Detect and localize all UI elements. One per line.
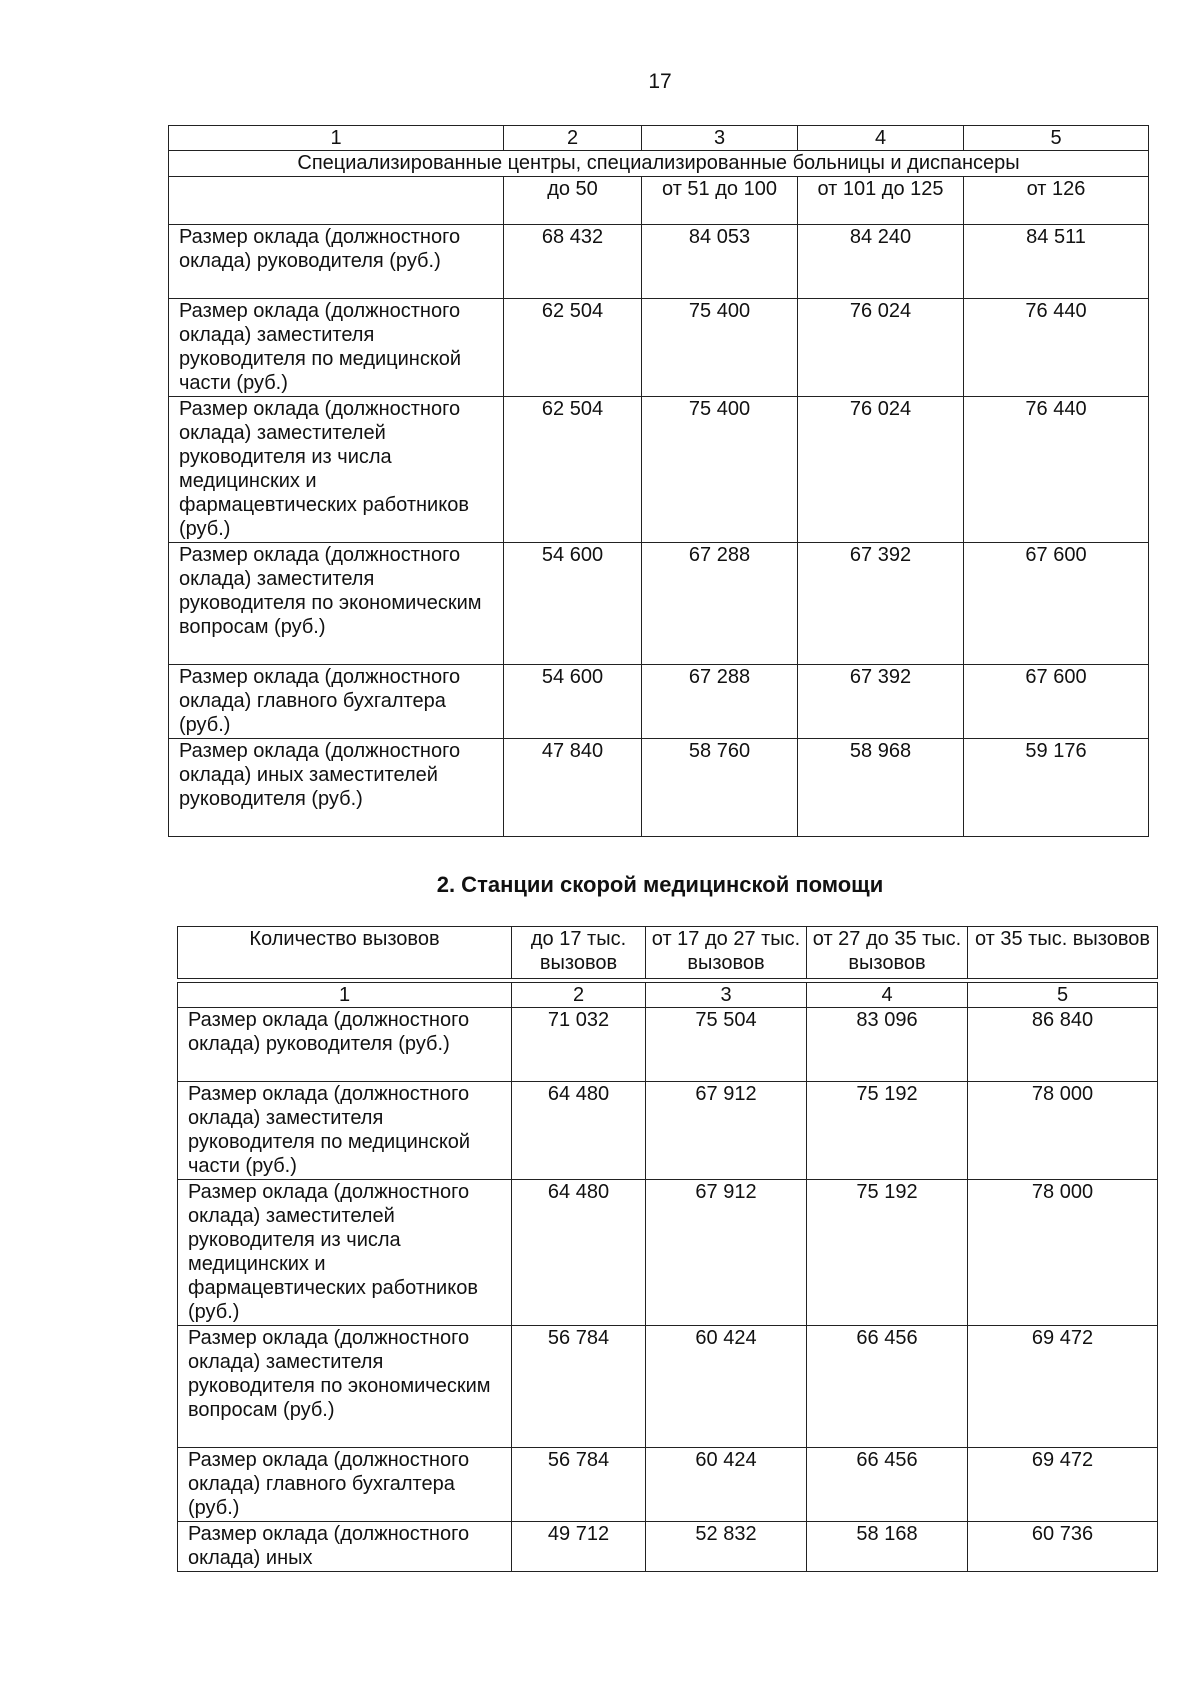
table-row [169, 739, 1149, 837]
row-label: Размер оклада (должностного оклада) иных заместителей руководителя (руб.) [169, 739, 504, 837]
range-header: от 51 до 100 [642, 177, 798, 225]
salary-value: 84 240 [798, 225, 964, 299]
salary-value: 76 024 [798, 299, 964, 397]
column-number: 1 [169, 126, 504, 151]
row-label: Размер оклада (должностного оклада) заместителя руководителя по медицинской части (руб.) [178, 1082, 512, 1180]
salary-value: 84 511 [964, 225, 1149, 299]
salary-value: 60 736 [968, 1522, 1158, 1572]
column-number: 2 [504, 126, 642, 151]
header-calls-range: от 17 до 27 тыс. вызовов [646, 927, 807, 979]
salary-value: 71 032 [512, 1008, 646, 1082]
row-label: Размер оклада (должностного оклада) главного бухгалтера (руб.) [169, 665, 504, 739]
range-header-row [169, 177, 1149, 225]
salary-value: 78 000 [968, 1180, 1158, 1326]
row-label: Размер оклада (должностного оклада) руководителя (руб.) [178, 1008, 512, 1082]
table-row [169, 397, 1149, 543]
header-calls-range: до 17 тыс. вызовов [512, 927, 646, 979]
row-label: Размер оклада (должностного оклада) заместителей руководителя из числа медицинских и фармацевтических работников (руб.) [178, 1180, 512, 1326]
salary-value: 67 288 [642, 665, 798, 739]
range-header: до 50 [504, 177, 642, 225]
table-row [178, 1522, 1158, 1572]
column-number: 4 [798, 126, 964, 151]
table-row [178, 1326, 1158, 1448]
salary-value: 59 176 [964, 739, 1149, 837]
salary-value: 75 400 [642, 299, 798, 397]
table-ambulance-header [177, 926, 1158, 979]
salary-value: 56 784 [512, 1448, 646, 1522]
row-label: Размер оклада (должностного оклада) главного бухгалтера (руб.) [178, 1448, 512, 1522]
table-ambulance-stations [177, 982, 1158, 1572]
salary-value: 56 784 [512, 1326, 646, 1448]
salary-value: 58 760 [642, 739, 798, 837]
header-calls-count: Количество вызовов [178, 927, 512, 979]
section-title: 2. Станции скорой медицинской помощи [436, 872, 884, 897]
salary-value: 69 472 [968, 1326, 1158, 1448]
row-label: Размер оклада (должностного оклада) заместителей руководителя из числа медицинских и фармацевтических работников (руб.) [169, 397, 504, 543]
salary-value: 83 096 [807, 1008, 968, 1082]
salary-value: 67 392 [798, 665, 964, 739]
table-row [178, 1082, 1158, 1180]
table-row [178, 1008, 1158, 1082]
salary-value: 49 712 [512, 1522, 646, 1572]
column-number: 4 [807, 983, 968, 1008]
group-title-row [169, 151, 1149, 177]
salary-value: 66 456 [807, 1448, 968, 1522]
salary-value: 58 168 [807, 1522, 968, 1572]
salary-value: 67 600 [964, 665, 1149, 739]
salary-value: 75 192 [807, 1180, 968, 1326]
table-row [169, 225, 1149, 299]
column-number: 3 [642, 126, 798, 151]
column-number: 2 [512, 983, 646, 1008]
salary-value: 86 840 [968, 1008, 1158, 1082]
table-row [169, 299, 1149, 397]
salary-value: 54 600 [504, 543, 642, 665]
salary-value: 60 424 [646, 1326, 807, 1448]
table-row [169, 543, 1149, 665]
row-label: Размер оклада (должностного оклада) заместителя руководителя по медицинской части (руб.) [169, 299, 504, 397]
column-number: 5 [964, 126, 1149, 151]
salary-value: 68 432 [504, 225, 642, 299]
salary-value: 67 912 [646, 1082, 807, 1180]
calls-header-row [178, 927, 1158, 979]
row-label: Размер оклада (должностного оклада) руководителя (руб.) [169, 225, 504, 299]
range-header [169, 177, 504, 225]
column-number-row [169, 126, 1149, 151]
salary-value: 64 480 [512, 1082, 646, 1180]
salary-value: 76 440 [964, 397, 1149, 543]
salary-value: 67 600 [964, 543, 1149, 665]
table-row [169, 665, 1149, 739]
range-header: от 126 [964, 177, 1149, 225]
salary-value: 52 832 [646, 1522, 807, 1572]
page-number: 17 [648, 70, 672, 93]
salary-value: 75 504 [646, 1008, 807, 1082]
column-number: 5 [968, 983, 1158, 1008]
column-number: 3 [646, 983, 807, 1008]
salary-value: 76 440 [964, 299, 1149, 397]
salary-value: 75 400 [642, 397, 798, 543]
salary-value: 78 000 [968, 1082, 1158, 1180]
table-row [178, 1180, 1158, 1326]
salary-value: 58 968 [798, 739, 964, 837]
row-label: Размер оклада (должностного оклада) заместителя руководителя по экономическим вопросам (руб.) [169, 543, 504, 665]
salary-value: 76 024 [798, 397, 964, 543]
salary-value: 60 424 [646, 1448, 807, 1522]
row-label: Размер оклада (должностного оклада) иных [178, 1522, 512, 1572]
salary-value: 84 053 [642, 225, 798, 299]
column-number-row [178, 983, 1158, 1008]
salary-value: 62 504 [504, 397, 642, 543]
header-calls-range: от 35 тыс. вызовов [968, 927, 1158, 979]
salary-value: 69 472 [968, 1448, 1158, 1522]
header-calls-range: от 27 до 35 тыс. вызовов [807, 927, 968, 979]
salary-value: 67 912 [646, 1180, 807, 1326]
salary-value: 64 480 [512, 1180, 646, 1326]
table-row [178, 1448, 1158, 1522]
salary-value: 47 840 [504, 739, 642, 837]
column-number: 1 [178, 983, 512, 1008]
salary-value: 54 600 [504, 665, 642, 739]
salary-value: 67 392 [798, 543, 964, 665]
salary-value: 62 504 [504, 299, 642, 397]
group-title: Специализированные центры, специализированные больницы и диспансеры [169, 151, 1149, 177]
salary-value: 66 456 [807, 1326, 968, 1448]
salary-value: 67 288 [642, 543, 798, 665]
row-label: Размер оклада (должностного оклада) заместителя руководителя по экономическим вопросам (руб.) [178, 1326, 512, 1448]
salary-value: 75 192 [807, 1082, 968, 1180]
range-header: от 101 до 125 [798, 177, 964, 225]
table-specialized-centers [168, 125, 1149, 837]
